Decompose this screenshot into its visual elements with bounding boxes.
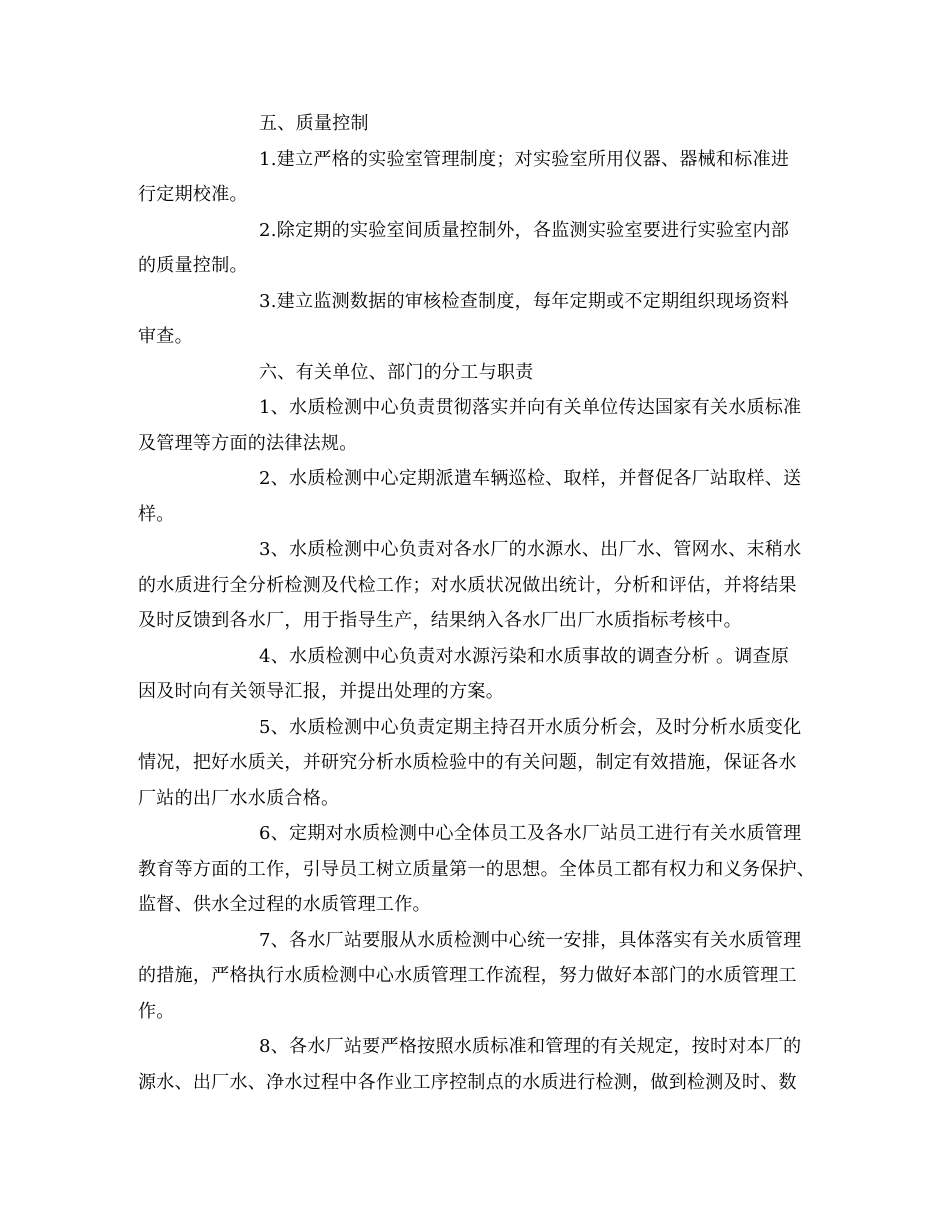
text-line: 及时反馈到各水厂，用于指导生产，结果纳入各水厂出厂水质指标考核中。 (138, 610, 742, 631)
text-line: 源水、出厂水、净水过程中各作业工序控制点的水质进行检测，做到检测及时、数 (138, 1071, 797, 1093)
text-line: 1.建立严格的实验室管理制度；对实验室所用仪器、器械和标准进 (259, 148, 790, 170)
text-line: 3、水质检测中心负责对各水厂的水源水、出厂水、管网水、末稍水 (259, 539, 802, 560)
text-line: 行定期校准。 (138, 184, 248, 205)
text-line: 厂站的出厂水水质合格。 (138, 787, 340, 809)
text-line: 及管理等方面的法律法规。 (138, 432, 358, 454)
text-line: 审查。 (138, 326, 193, 347)
document-page (138, 113, 818, 1107)
text-line: 7、各水厂站要服从水质检测中心统一安排，具体落实有关水质管理 (259, 929, 802, 951)
text-line: 因及时向有关领导汇报，并提出处理的方案。 (138, 681, 504, 702)
text-line: 的措施，严格执行水质检测中心水质管理工作流程，努力做好本部门的水质管理工 (138, 965, 797, 986)
text-line: 6、定期对水质检测中心全体员工及各水厂站员工进行有关水质管理 (259, 823, 802, 844)
text-line: 五、质量控制 (259, 113, 369, 134)
text-line: 2.除定期的实验室间质量控制外，各监测实验室要进行实验室内部 (259, 219, 790, 241)
text-line: 六、有关单位、部门的分工与职责 (259, 361, 534, 383)
text-line: 5、水质检测中心负责定期主持召开水质分析会，及时分析水质变化 (259, 716, 802, 738)
text-line: 2、水质检测中心定期派遣车辆巡检、取样，并督促各厂站取样、送 (259, 468, 802, 489)
text-line: 作。 (138, 1000, 175, 1022)
text-line: 样。 (138, 503, 175, 525)
text-line: 的水质进行全分析检测及代检工作；对水质状况做出统计，分析和评估，并将结果 (138, 574, 797, 596)
text-line: 3.建立监测数据的审核检查制度，每年定期或不定期组织现场资料 (259, 290, 790, 312)
text-line: 4、水质检测中心负责对水源污染和水质事故的调查分析 。调查原 (259, 645, 790, 667)
text-line: 教育等方面的工作，引导员工树立质量第一的思想。全体员工都有权力和义务保护、 (138, 858, 816, 880)
text-line: 监督、供水全过程的水质管理工作。 (138, 894, 431, 915)
text-line: 情况，把好水质关，并研究分析水质检验中的有关问题，制定有效措施，保证各水 (138, 752, 797, 773)
text-line: 8、各水厂站要严格按照水质标准和管理的有关规定，按时对本厂的 (259, 1036, 802, 1057)
text-line: 1、水质检测中心负责贯彻落实并向有关单位传达国家有关水质标准 (259, 397, 802, 418)
text-line: 的质量控制。 (138, 255, 248, 276)
